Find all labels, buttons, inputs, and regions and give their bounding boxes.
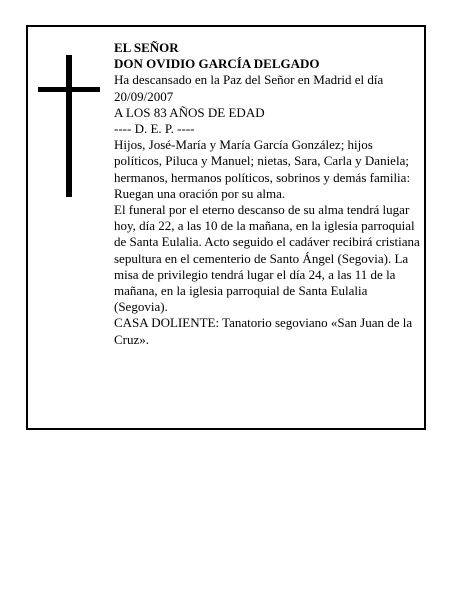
cross-horizontal-bar [38, 87, 100, 92]
deceased-name: DON OVIDIO GARCÍA DELGADO [114, 56, 320, 72]
cross-icon [38, 55, 100, 197]
family-list: Hijos, José-María y María García González; hijos políticos, Piluca y Manuel; nietas, Sara, Carla y Daniela; hermanos, hermanos políticos, sobrinos y demás familia: [114, 137, 411, 185]
prayer-request: Ruegan una oración por su alma. [114, 185, 286, 201]
cross-vertical-bar [66, 55, 72, 197]
notice-heading: EL SEÑOR [114, 40, 179, 55]
rip-line: ---- D. E. P. ---- [114, 121, 195, 137]
mourning-house: CASA DOLIENTE: Tanatorio segoviano «San Juan de la Cruz». [114, 315, 413, 347]
age-line: A LOS 83 AÑOS DE EDAD [114, 104, 265, 120]
death-statement: Ha descansado en la Paz del Señor en Madrid el día 20/09/2007 [114, 72, 384, 104]
funeral-details: El funeral por el eterno descanso de su alma tendrá lugar hoy, día 22, a las 10 de la mañana, en la iglesia parroquial de Santa Eulalia. Acto seguido el cadáver recibirá cristiana sepultura en el cementerio de Santo Ángel (Segovia). La misa de privilegio tendrá lugar el día 24, a las 11 de la mañana, en la iglesia parroquial de Santa Eulalia (Segovia). [114, 202, 420, 315]
notice-text [114, 40, 422, 348]
obituary-notice [26, 25, 426, 430]
